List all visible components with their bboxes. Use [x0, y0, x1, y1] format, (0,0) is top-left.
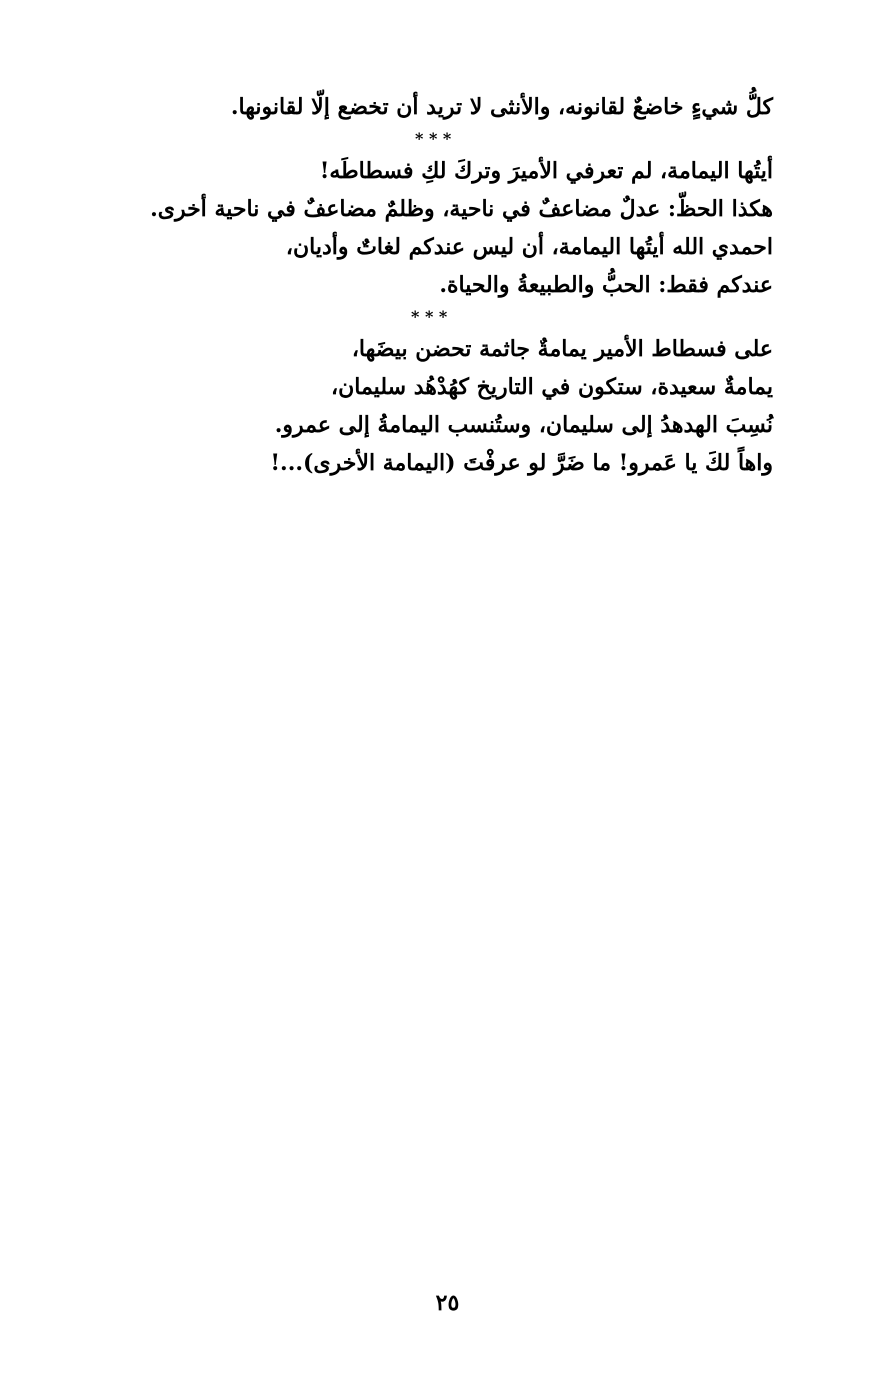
page-number: ٢٥ — [435, 1290, 460, 1316]
section-separator — [93, 126, 773, 152]
section-separator — [93, 304, 773, 330]
poem-line: يمامةٌ سعيدة، ستكون في التاريخ كهُدْهُد سليمان، — [331, 374, 773, 400]
poem-line: هكذا الحظّ: عدلٌ مضاعفٌ في ناحية، وظلمٌ مضاعفٌ في ناحية أخرى. — [150, 196, 773, 222]
separator-asterisks: * * * — [411, 307, 448, 326]
poem-line: نُسِبَ الهدهدُ إلى سليمان، وستُنسب اليمامةُ إلى عمرو. — [274, 412, 773, 438]
separator-asterisks: * * * — [415, 129, 452, 148]
poem-text — [93, 88, 773, 482]
poem-line: واهاً لكَ يا عَمرو! ما ضَرَّ لو عرفْتَ (اليمامة الأخرى)...! — [270, 450, 773, 476]
poem-line: عندكم فقط: الحبُّ والطبيعةُ والحياة. — [439, 272, 773, 298]
poem-line: كلُّ شيءٍ خاضعٌ لقانونه، والأنثى لا تريد أن تخضع إلّا لقانونها. — [230, 94, 773, 120]
poem-line: على فسطاط الأمير يمامةٌ جاثمة تحضن بيضَها، — [351, 336, 773, 362]
poem-line: احمدي الله أيتُها اليمامة، أن ليس عندكم لغاتٌ وأديان، — [285, 234, 773, 260]
poem-line: أيتُها اليمامة، لم تعرفي الأميرَ وتركَ لكِ فسطاطَه! — [319, 158, 773, 184]
